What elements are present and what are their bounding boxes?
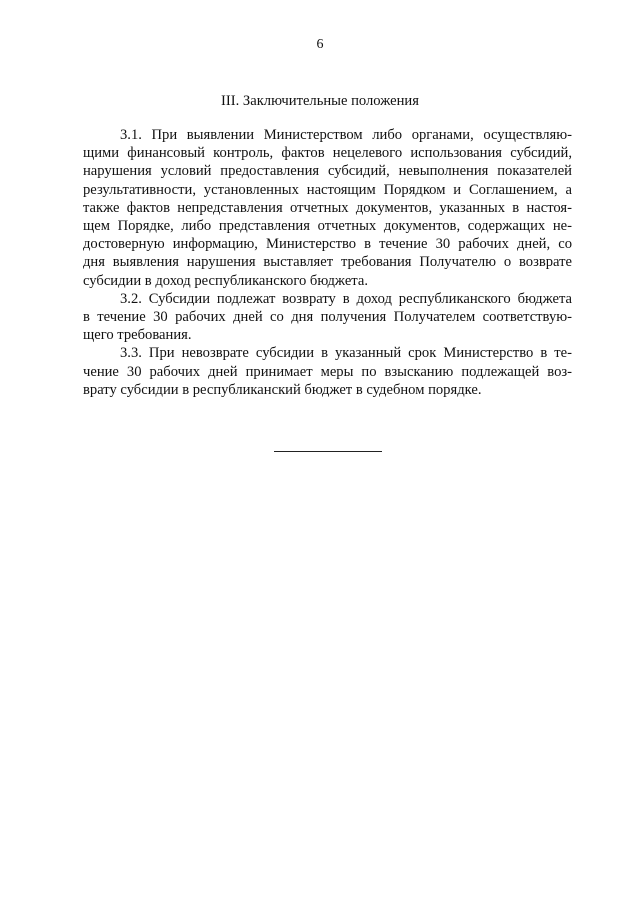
text-line: нарушения условий предоставления субсидий, невыполнения показателей — [83, 163, 572, 180]
page-number: 6 — [316, 37, 324, 52]
text-line: щими финансовый контроль, фактов нецелевого использования субсидий, — [83, 145, 572, 162]
text-line: в течение 30 рабочих дней со дня получения Получателем соответствую- — [83, 309, 572, 326]
closing-divider — [274, 451, 382, 452]
paragraph-3-3 — [83, 344, 572, 399]
text-line: чение 30 рабочих дней принимает меры по взысканию подлежащей воз- — [83, 363, 572, 380]
text-line: дня выявления нарушения выставляет требования Получателю о возврате — [83, 254, 572, 271]
text-line: также фактов непредставления отчетных документов, указанных в настоя- — [83, 199, 572, 216]
text-line: щего требования. — [83, 327, 192, 344]
text-line: 3.2. Субсидии подлежат возврату в доход республиканского бюджета — [120, 290, 572, 307]
text-line: щем Порядке, либо представления отчетных документов, содержащих не- — [83, 218, 572, 235]
text-line: врату субсидии в республиканский бюджет в судебном порядке. — [83, 381, 482, 398]
paragraph-3-2 — [83, 290, 572, 345]
text-line: результативности, установленных настоящим Порядком и Соглашением, а — [83, 181, 572, 198]
text-line: достоверную информацию, Министерство в течение 30 рабочих дней, со — [83, 236, 572, 253]
text-line: 3.1. При выявлении Министерством либо органами, осуществляю- — [120, 127, 572, 143]
text-line: 3.3. При невозврате субсидии в указанный срок Министерство в те- — [120, 345, 572, 362]
document-body — [83, 126, 572, 399]
text-line: субсидии в доход республиканского бюджета. — [83, 272, 368, 289]
section-title: III. Заключительные положения — [221, 93, 419, 109]
paragraph-3-1 — [83, 126, 572, 290]
